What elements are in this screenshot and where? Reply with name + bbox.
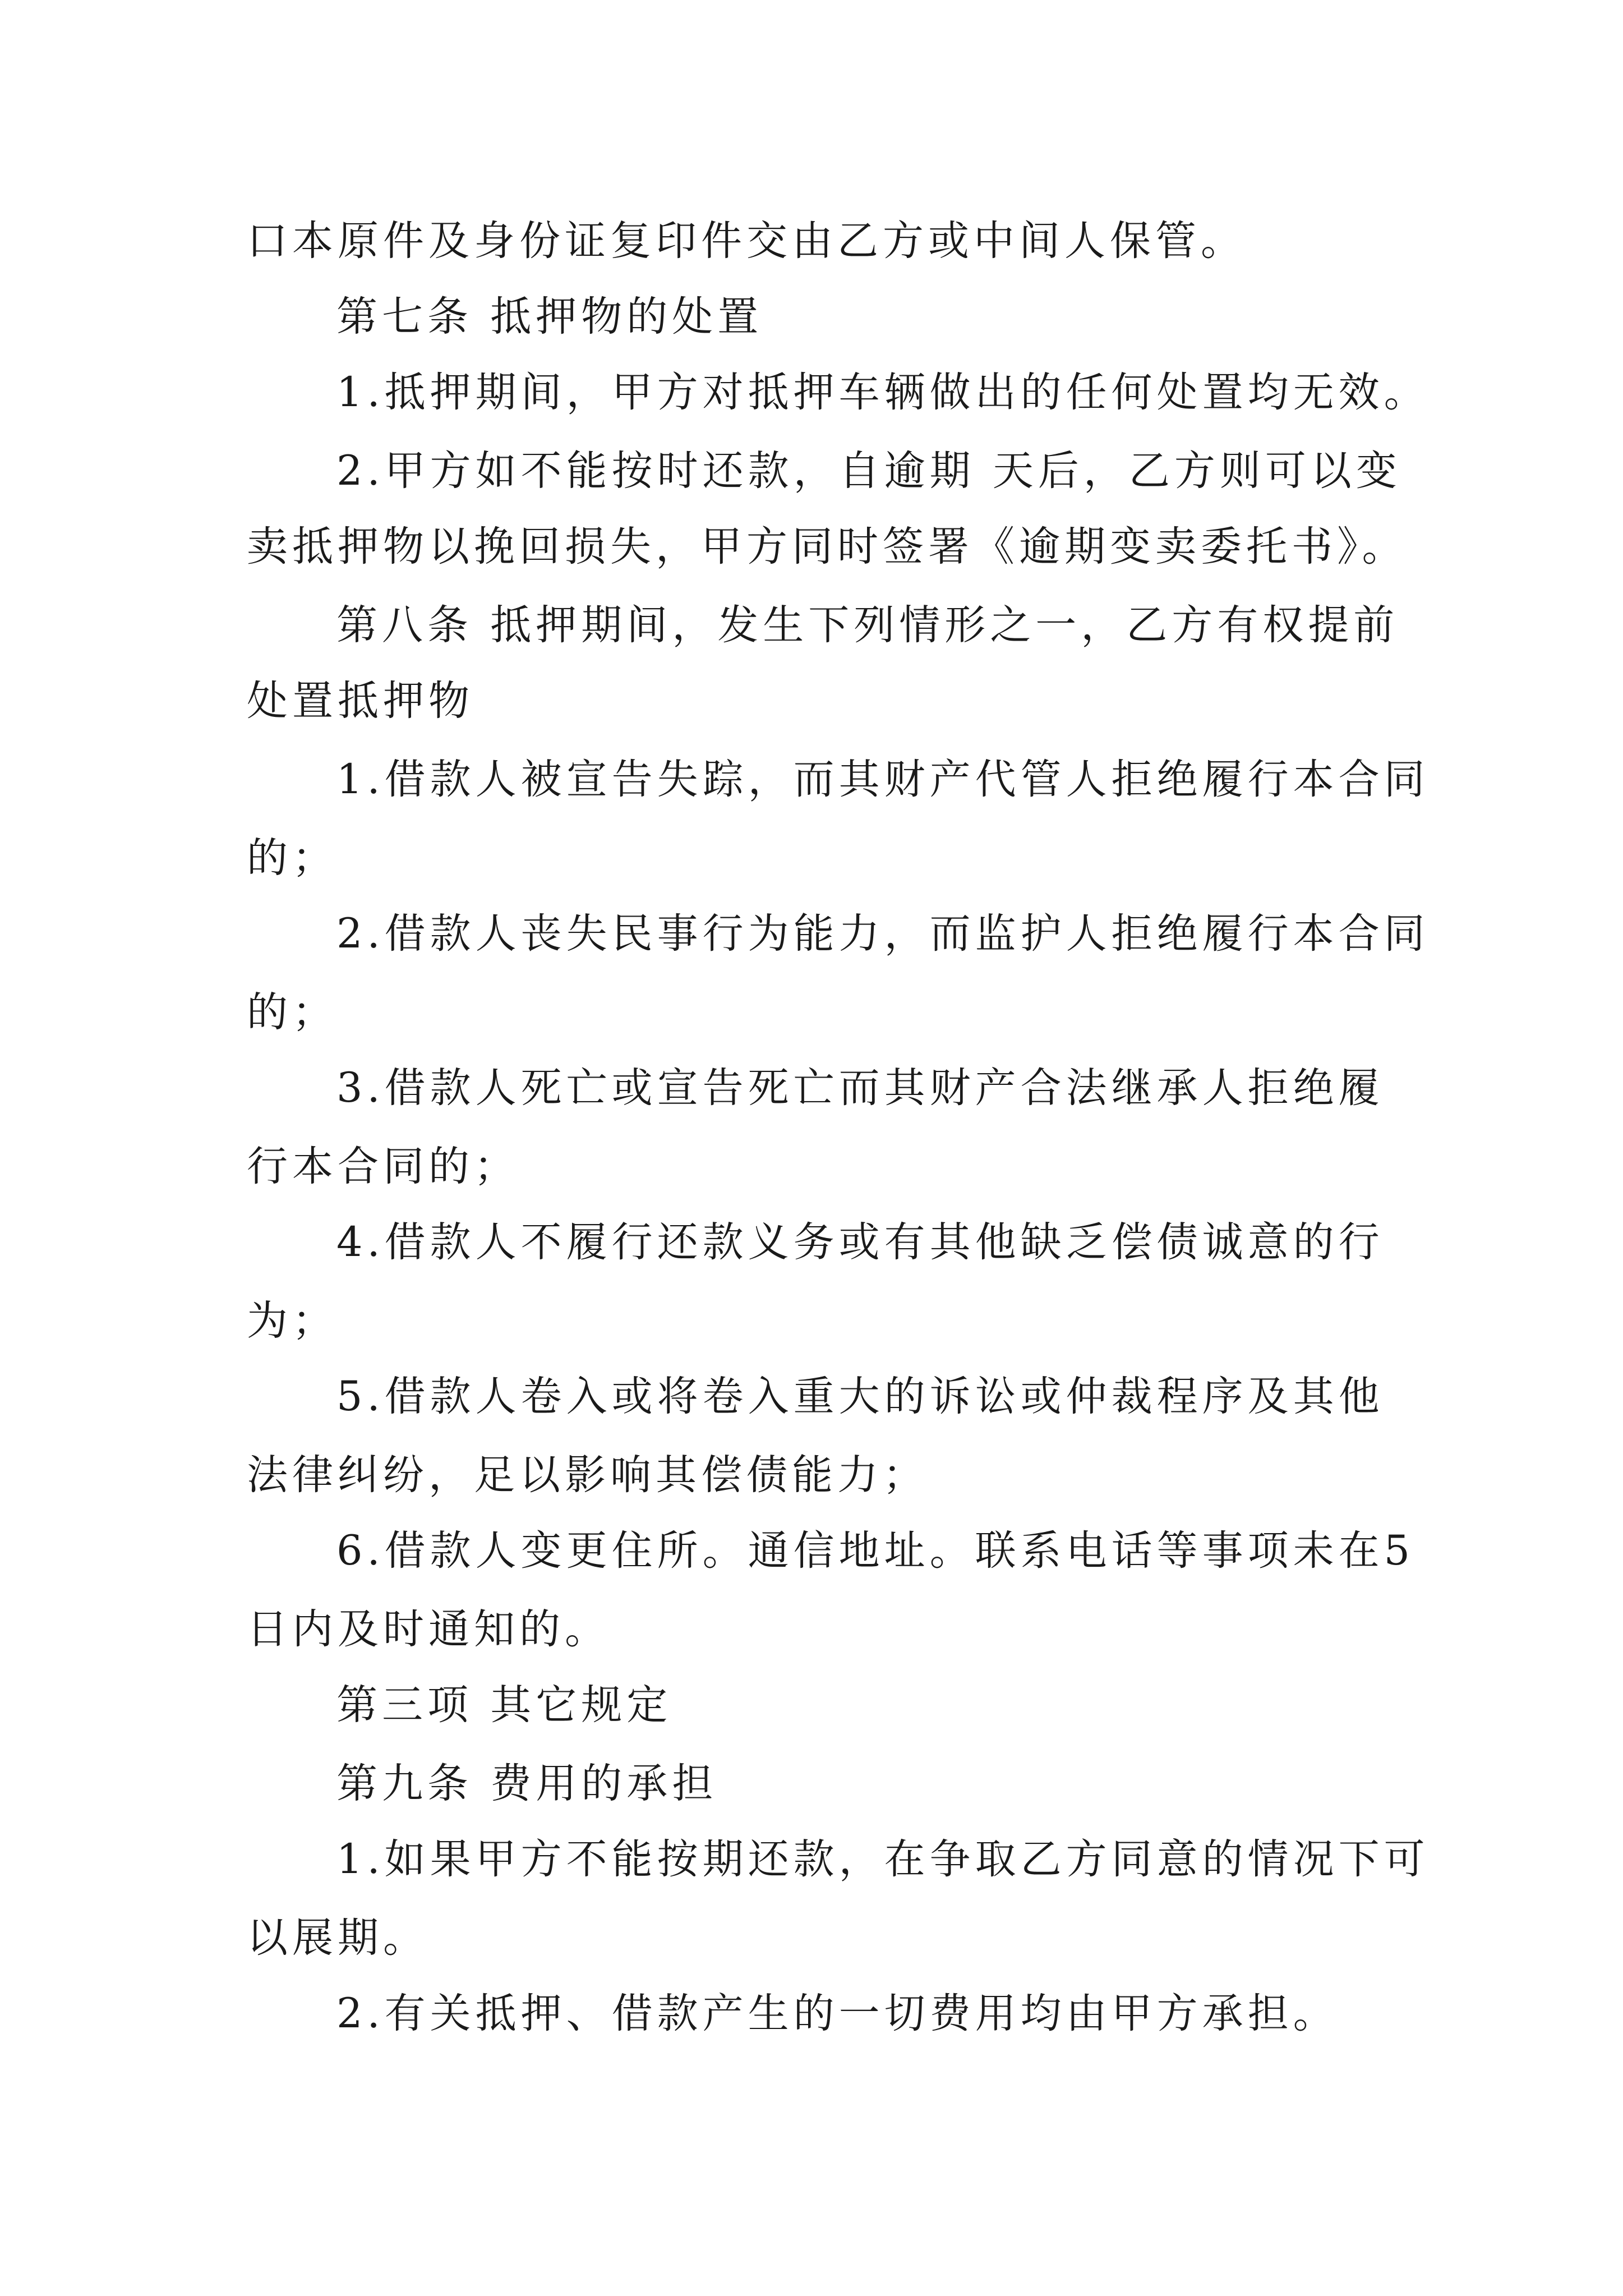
paragraph-line: 行本合同的；	[247, 1143, 519, 1190]
paragraph-line: 日内及时通知的。	[247, 1605, 610, 1653]
paragraph-line: 2.借款人丧失民事行为能力，而监护人拒绝履行本合同	[336, 910, 1430, 958]
paragraph-line: 的；	[247, 988, 338, 1036]
paragraph-line: 1.如果甲方不能按期还款，在争取乙方同意的情况下可	[336, 1835, 1430, 1883]
article-heading: 第九条 费用的承担	[336, 1760, 718, 1807]
paragraph-line: 5.借款人卷入或将卷入重大的诉讼或仲裁程序及其他	[336, 1373, 1384, 1420]
paragraph-line: 法律纠纷，足以影响其偿债能力；	[247, 1451, 928, 1499]
paragraph-line: 4.借款人不履行还款义务或有其他缺乏偿债诚意的行	[336, 1218, 1384, 1266]
section-heading: 第三项 其它规定	[336, 1681, 672, 1729]
paragraph-line: 为；	[247, 1297, 338, 1345]
paragraph-line: 2.有关抵押、借款产生的一切费用均由甲方承担。	[336, 1990, 1339, 2037]
paragraph-line: 以展期。	[247, 1914, 428, 1962]
paragraph-line: 处置抵押物	[247, 677, 474, 725]
article-heading: 第七条 抵押物的处置	[336, 293, 763, 341]
paragraph-line: 1.抵押期间，甲方对抵押车辆做出的任何处置均无效。	[336, 369, 1430, 416]
paragraph-line: 卖抵押物以挽回损失，甲方同时签署《逾期变卖委托书》。	[247, 523, 1408, 570]
paragraph-line: 的；	[247, 834, 338, 882]
paragraph-line: 6.借款人变更住所。通信地址。联系电话等事项未在5	[336, 1527, 1415, 1575]
paragraph-line: 3.借款人死亡或宣告死亡而其财产合法继承人拒绝履	[336, 1064, 1384, 1112]
article-heading: 第八条 抵押期间，发生下列情形之一，乙方有权提前	[336, 601, 1399, 649]
paragraph-line: 1.借款人被宣告失踪，而其财产代管人拒绝履行本合同	[336, 756, 1430, 803]
paragraph-line: 口本原件及身份证复印件交由乙方或中间人保管。	[247, 217, 1246, 265]
paragraph-line: 2.甲方如不能按时还款，自逾期 天后，乙方则可以变	[336, 447, 1401, 495]
